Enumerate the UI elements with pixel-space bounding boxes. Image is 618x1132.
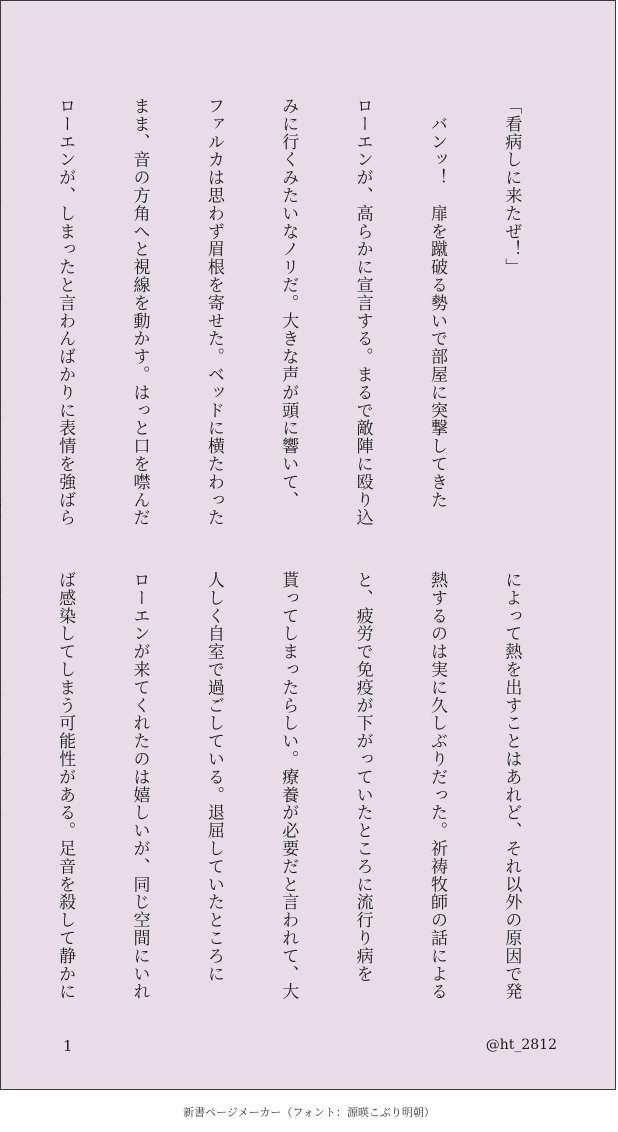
text-line — [0, 97, 3, 542]
text-line: 「看病しに来たぜ！」 — [501, 97, 522, 276]
text-line: 熱するのは実に久しぶりだった。祈祷牧師の話による — [427, 571, 448, 1001]
text-line: と、疲労で免疫が下がっていたところに流行り病を — [352, 571, 373, 983]
text-line: ローエンが来てくれたのは嬉しいが、同じ空間にいれ — [129, 571, 150, 1001]
footer-credit: 新書ページメーカー（フォント：源暎こぶり明朝） — [183, 1106, 435, 1119]
text-line: 人しく自室で過ごしている。退屈していたところに — [203, 571, 224, 983]
text-line: によって熱を出すことはあれど、それ以外の原因で発 — [501, 571, 522, 1001]
text-line: ファルカは思わず眉根を寄せた。ベッドに横たわった — [203, 97, 224, 527]
text-line: ば感染してしまう可能性がある。足音を殺して静かに — [55, 571, 76, 1001]
text-line: ローエンが、しまったと言わんばかりに表情を強ばら — [55, 97, 76, 527]
text-line: まま、音の方角へと視線を動かす。はっと口を噤んだ — [129, 97, 150, 527]
text-line: ローエンが、高らかに宣言する。まるで敵陣に殴り込 — [352, 97, 373, 527]
text-line — [0, 571, 3, 1016]
text-line: バンッ！ 扉を蹴破る勢いで部屋に突撃してきた — [427, 97, 448, 509]
text-block-bottom — [55, 571, 573, 1016]
page-number: 1 — [63, 1037, 73, 1055]
text-line: 貰ってしまったらしい。療養が必要だと言われて、大 — [278, 571, 299, 1001]
text-line: みに行くみたいなノリだ。大きな声が頭に響いて、 — [278, 97, 299, 509]
text-block-top — [55, 97, 573, 542]
author-handle: @ht_2812 — [485, 1037, 557, 1053]
